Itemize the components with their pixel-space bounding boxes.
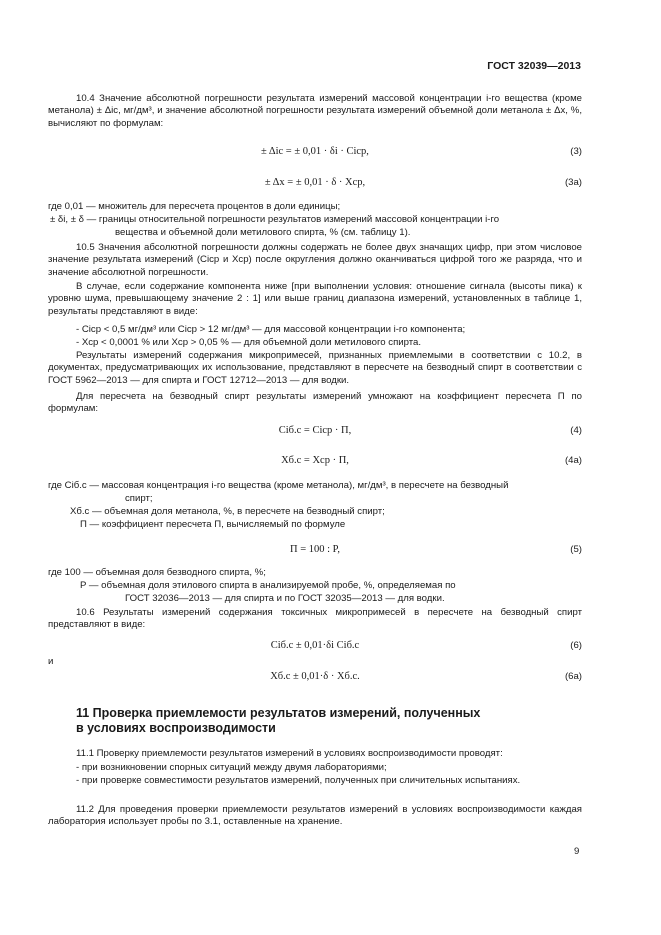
where-line: ГОСТ 32036—2013 — для спирта и по ГОСТ 32035—2013 — для водки. xyxy=(125,593,445,604)
where-line: где 100 — объемная доля безводного спирта, %; xyxy=(48,567,266,578)
where-line: П — коэффициент пересчета П, вычисляемый по формуле xyxy=(80,519,346,530)
formula-3a-number: (3а) xyxy=(564,177,582,188)
formula-3 xyxy=(48,146,582,159)
formula-5-expression: П = 100 : P, xyxy=(290,544,340,555)
bullet-item: - Cicp < 0,5 мг/дм³ или Cicp > 12 мг/дм³ — для массовой концентрации i-го компонента; xyxy=(76,324,466,335)
formula-3a-expression: ± Δx = ± 0,01 · δ · Xср, xyxy=(264,177,366,188)
paragraph-results: Результаты измерений содержания микропримесей, признанных приемлемыми в соответствии с 10.2, в документах, предусматривающих их использование, представляют в пересчете на безводный спирт в соответствии с ГОСТ 5962—2013 — для спирта и ГОСТ 12712—2013 — для водки. xyxy=(48,350,582,386)
where-line: где 0,01 — множитель для пересчета процентов в доли единицы; xyxy=(48,201,341,212)
paragraph-case: В случае, если содержание компонента ниже [при выполнении условия: отношение сигнала (высоты пика) к уровню шума, превышающему значение 2 : 1] или выше границ диапазона измерений, установленных в таблице 1, результаты представляют в виде: xyxy=(48,281,582,317)
formula-4a-number: (4а) xyxy=(564,455,582,466)
page-number: 9 xyxy=(574,846,580,857)
formula-3-number: (3) xyxy=(570,146,582,157)
bullet-item: - при проверке совместимости результатов измерений, полученных при сличительных испытаниях. xyxy=(76,775,521,786)
formula-3a xyxy=(48,177,582,190)
where-line: спирт; xyxy=(125,493,153,504)
where-line: где Ciб.с — массовая концентрация i-го вещества (кроме метанола), мг/дм³, в пересчете на безводный xyxy=(48,480,509,491)
formula-6 xyxy=(48,640,582,653)
paragraph-11-1: 11.1 Проверку приемлемости результатов измерений в условиях воспроизводимости проводят: xyxy=(76,748,503,759)
paragraph-11-2: 11.2 Для проведения проверки приемлемости результатов измерений в условиях воспроизводимости каждая лаборатория использует пробы по 3.1, оставленные на хранение. xyxy=(48,804,582,828)
formula-4a-expression: Xб.с = Xср · П, xyxy=(281,455,349,466)
where-line: P — объемная доля этилового спирта в анализируемой пробе, %, определяемая по xyxy=(80,580,456,591)
paragraph-10-4: 10.4 Значение абсолютной погрешности результата измерений массовой концентрации i-го вещества (кроме метанола) ± Δic, мг/дм³, и значение абсолютной погрешности результата измерений объемной доли метанола ± Δx, %, вычисляют по формулам: xyxy=(48,93,582,129)
formula-6-number: (6) xyxy=(570,640,582,651)
bullet-item: - при возникновении спорных ситуаций между двумя лабораториями; xyxy=(76,762,387,773)
formula-4a xyxy=(48,455,582,468)
conjunction-and: и xyxy=(48,656,54,667)
where-line: Xб.с — объемная доля метанола, %, в пересчете на безводный спирт; xyxy=(70,506,385,517)
section-11-title-line: 11 Проверка приемлемости результатов измерений, полученных xyxy=(76,706,481,720)
where-line: ± δi, ± δ — границы относительной погрешности результатов измерений массовой концентрации i-го xyxy=(50,214,500,225)
paragraph-10-5: 10.5 Значения абсолютной погрешности должны содержать не более двух значащих цифр, при этом числовое значение результата измерений (Cicp и Xср) после округления должно оканчиваться цифрой того же разряда, что и значение абсолютной погрешности. xyxy=(48,242,582,278)
formula-6a xyxy=(48,671,582,684)
section-11-title-line: в условиях воспроизводимости xyxy=(76,721,276,735)
formula-5 xyxy=(48,544,582,557)
formula-4 xyxy=(48,425,582,438)
formula-6a-expression: Xб.с ± 0,01·δ · Xб.с. xyxy=(270,671,360,682)
bullet-item: - Xср < 0,0001 % или Xср > 0,05 % — для объемной доли метилового спирта. xyxy=(76,337,422,348)
section-11-heading xyxy=(76,706,582,736)
formula-4-expression: Ciб.с = Ciср · П, xyxy=(278,425,352,436)
document-code: ГОСТ 32039—2013 xyxy=(487,60,581,72)
paragraph-10-6: 10.6 Результаты измерений содержания токсичных микропримесей в пересчете на безводный спирт представляют в виде: xyxy=(48,607,582,631)
paragraph-recalc: Для пересчета на безводный спирт результаты измерений умножают на коэффициент пересчета П по формулам: xyxy=(48,391,582,415)
formula-5-number: (5) xyxy=(570,544,582,555)
formula-6a-number: (6а) xyxy=(564,671,582,682)
formula-3-expression: ± Δic = ± 0,01 · δi · Ciср, xyxy=(261,146,369,157)
where-line: вещества и объемной доли метилового спирта, % (см. таблицу 1). xyxy=(115,227,411,238)
formula-6-expression: Ciб.с ± 0,01·δi Ciб.с xyxy=(270,640,360,651)
formula-4-number: (4) xyxy=(570,425,582,436)
